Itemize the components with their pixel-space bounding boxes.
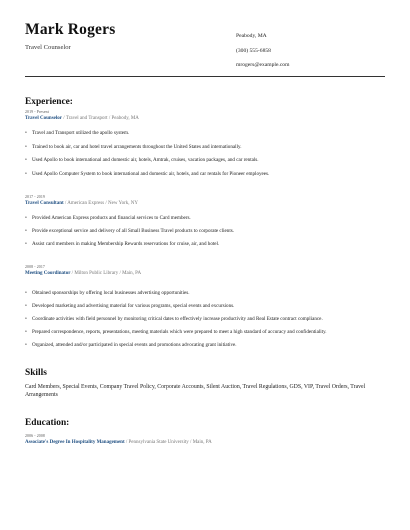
job-title: Meeting Coordinator (25, 271, 71, 276)
separator: / (105, 201, 108, 206)
candidate-subtitle: Travel Counselor (25, 44, 71, 51)
job-title: Travel Counselor (25, 116, 62, 121)
job-location: New York, NY (107, 201, 138, 206)
list-item: • Used Apollo Computer System to book international and domestic air, hotels, and car rentals for Pioneer employees. (25, 171, 385, 185)
contact-phone: (300) 555-6858 (236, 47, 271, 54)
school-location: Main, PA (192, 440, 212, 445)
list-item: • Used Apollo to book international and domestic air, hotels, Amtrak, cruises, vacation packages, and car rentals. (25, 157, 385, 171)
job-company: American Express (67, 201, 105, 206)
job-heading (25, 271, 385, 279)
job-company: Milton Public Library (74, 271, 119, 276)
contact-block (236, 29, 289, 73)
separator: / (63, 116, 66, 121)
list-item: • Developed marketing and advertising material for various programs, special events and excursions. (25, 303, 385, 316)
education-dates: 2006 - 2008 (25, 434, 45, 438)
list-item: • Provided American Express products and financial services to Card members. (25, 215, 385, 228)
candidate-name: Mark Rogers (25, 21, 116, 38)
list-item: • Trained to book air, car and hotel travel arrangements throughout the United States and internationally. (25, 144, 385, 157)
skills-heading: Skills (25, 368, 47, 378)
skills-list: Card Members, Special Events, Company Travel Policy, Corporate Accounts, Silent Auction, Travel Regulations, GDS, VIP, Travel Orders, Travel Arrangements (25, 384, 366, 399)
job-bullets (25, 130, 385, 185)
job-location: Peabody, MA (111, 116, 139, 121)
job-dates: 2008 - 2017 (25, 265, 45, 269)
separator: / (108, 116, 112, 121)
job-heading (25, 201, 385, 209)
separator: / (71, 271, 75, 276)
list-item: • Coordinate activities with field personnel by monitoring critical dates to effectively increase productivity and Real Estate contract compliance. (25, 316, 385, 329)
separator: / (125, 440, 129, 445)
job-heading (25, 116, 385, 124)
education-heading: Education: (25, 418, 70, 428)
education-heading-line (25, 440, 385, 448)
job-company: Travel and Transport (65, 116, 108, 121)
separator: / (64, 201, 68, 206)
job-entry (25, 265, 385, 355)
separator: / (119, 271, 123, 276)
education-entry (25, 434, 385, 448)
degree-title: Associate's Degree In Hospitality Management (25, 440, 125, 445)
job-location: Main, PA (122, 271, 142, 276)
job-entry (25, 195, 385, 254)
header-divider (25, 76, 385, 77)
job-title: Travel Consultant (25, 201, 64, 206)
job-bullets (25, 290, 385, 355)
school-name: Pennsylvania State University (128, 440, 189, 445)
job-dates: 2019 - Present (25, 110, 49, 114)
list-item: • Organized, attended and/or participated in special events and promotions advocating grant initiative. (25, 342, 385, 355)
list-item: • Prepared correspondence, reports, presentations, meeting materials which were prepared to meet a high standard of accuracy and confidentiality. (25, 329, 385, 342)
job-dates: 2017 - 2019 (25, 195, 45, 199)
list-item: • Provide exceptional service and delivery of all Small Business Travel products to corporate clients. (25, 228, 385, 241)
separator: / (190, 440, 193, 445)
experience-heading: Experience: (25, 97, 73, 107)
list-item: • Travel and Transport utilized the apollo system. (25, 130, 385, 144)
list-item: • Obtained sponsorships by offering local businesses advertising opportunities. (25, 290, 385, 303)
contact-location: Peabody, MA (236, 33, 267, 39)
list-item: • Assist card members in making Membership Rewards reservations for cruise, air, and hotel. (25, 241, 385, 254)
job-entry (25, 110, 385, 185)
contact-email: mrogers@example.com (236, 62, 290, 68)
job-bullets (25, 215, 385, 254)
